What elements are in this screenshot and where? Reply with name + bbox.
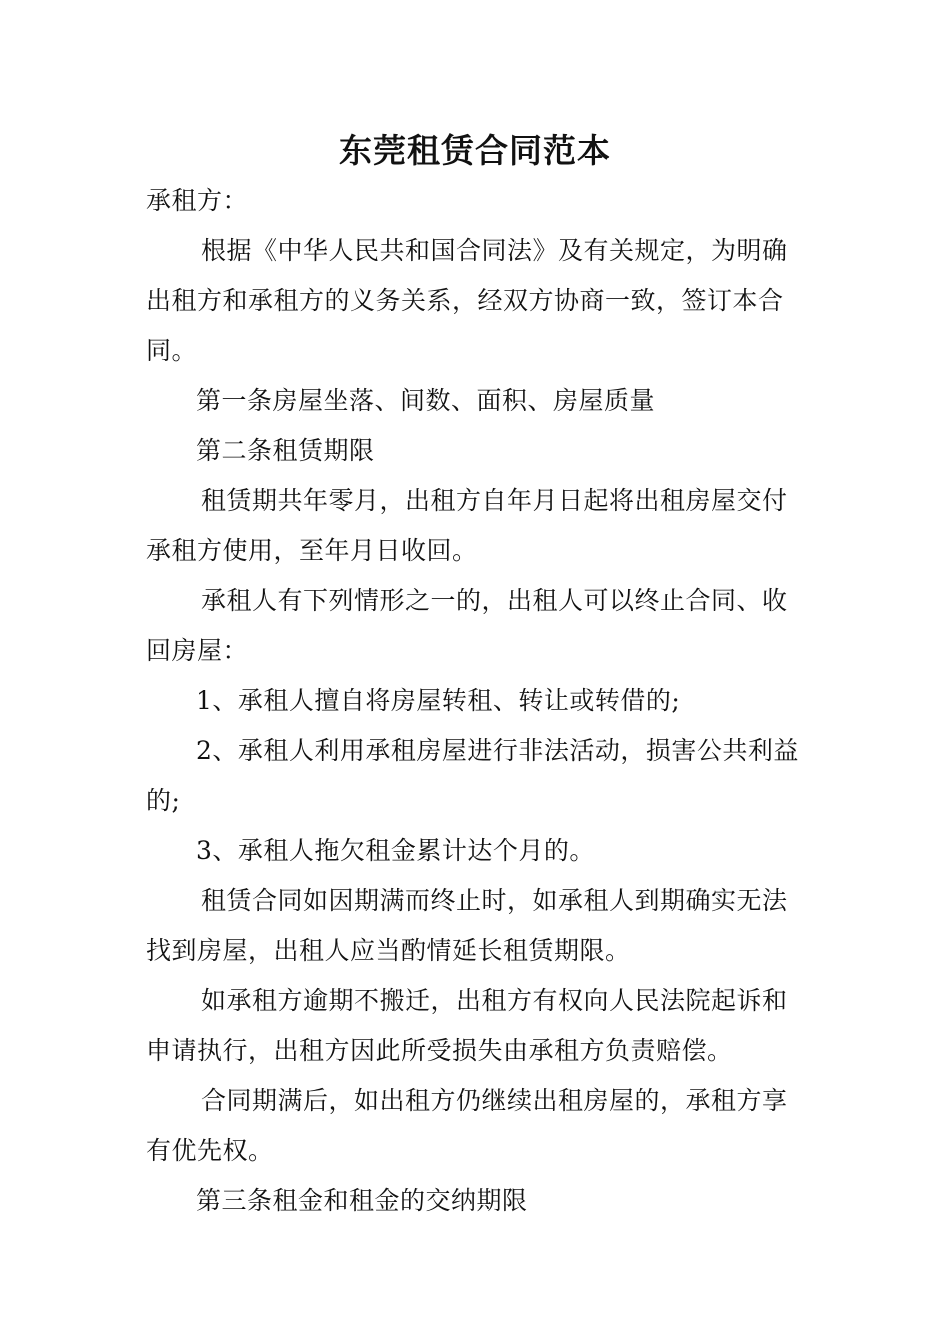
article-three-heading: 第三条租金和租金的交纳期限 — [196, 1186, 528, 1215]
lease-term-paragraph: 租赁期共年零月，出租方自年月日起将出租房屋交付承租方使用，至年月日收回。 — [146, 486, 788, 565]
termination-conditions-paragraph: 承租人有下列情形之一的，出租人可以终止合同、收回房屋： — [146, 586, 788, 665]
party-label-paragraph: 承租方： — [146, 186, 249, 215]
termination-item-3: 3、承租人拖欠租金累计达个月的。 — [196, 836, 595, 865]
termination-item-1: 1、承租人擅自将房屋转租、转让或转借的; — [196, 686, 681, 715]
overdue-move-paragraph: 如承租方逾期不搬迁，出租方有权向人民法院起诉和申请执行，出租方因此所受损失由承租方负责赔偿。 — [146, 986, 788, 1065]
document-body — [146, 176, 806, 1226]
priority-right-paragraph: 合同期满后，如出租方仍继续出租房屋的，承租方享有优先权。 — [146, 1086, 788, 1165]
preamble-paragraph: 根据《中华人民共和国合同法》及有关规定，为明确出租方和承租方的义务关系，经双方协商一致，签订本合同。 — [146, 236, 788, 365]
article-one-heading: 第一条房屋坐落、间数、面积、房屋质量 — [196, 386, 656, 415]
termination-item-2: 2、承租人利用承租房屋进行非法活动，损害公共利益的; — [146, 736, 799, 815]
extension-paragraph: 租赁合同如因期满而终止时，如承租人到期确实无法找到房屋，出租人应当酌情延长租赁期限。 — [146, 886, 788, 965]
document-title: 东莞租赁合同范本 — [339, 131, 611, 170]
article-two-heading: 第二条租赁期限 — [196, 436, 375, 465]
